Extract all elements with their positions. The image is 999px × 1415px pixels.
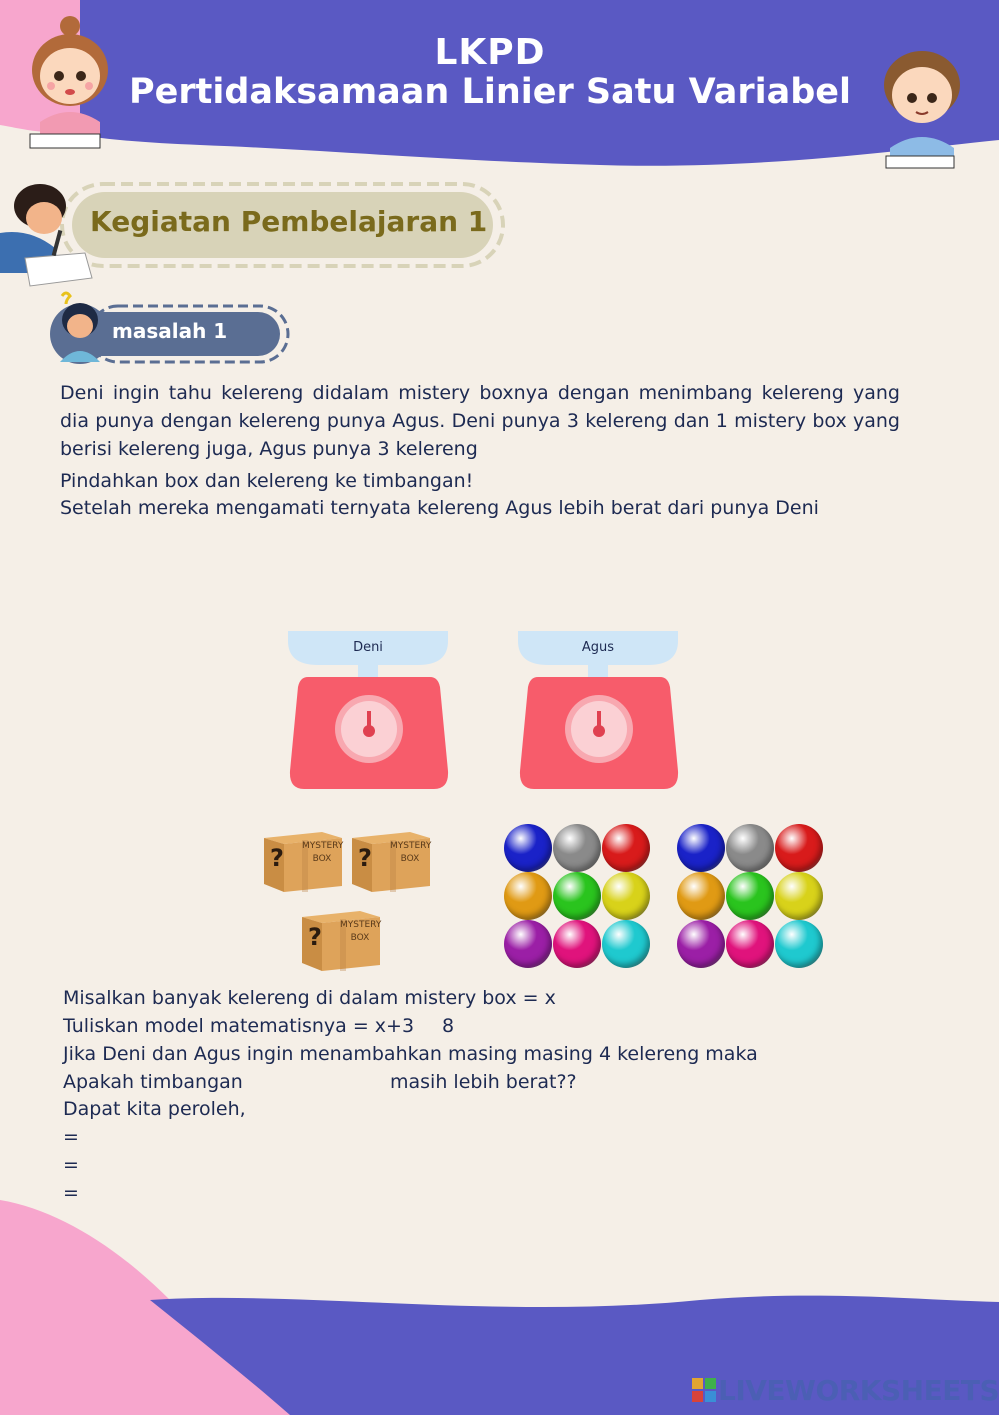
scale-deni-label: Deni (353, 640, 383, 655)
marble[interactable] (602, 872, 650, 920)
scale-agus-label: Agus (581, 640, 615, 655)
question-line-2: Tuliskan model matematisnya = x+3 (63, 1015, 415, 1037)
marble[interactable] (504, 920, 552, 968)
mystery-box[interactable] (350, 826, 432, 894)
marble[interactable] (553, 920, 601, 968)
marble[interactable] (775, 920, 823, 968)
mystery-box-line1: MYSTERY (340, 920, 382, 930)
marble[interactable] (775, 872, 823, 920)
writing-student-illustration (0, 178, 95, 290)
marble[interactable] (677, 872, 725, 920)
scale-deni[interactable] (288, 631, 450, 793)
problem-observation: Setelah mereka mengamati ternyata kelereng Agus lebih berat dari punya Deni (60, 497, 819, 519)
answer-value-8: 8 (442, 1015, 455, 1037)
marble[interactable] (775, 824, 823, 872)
mystery-box[interactable] (262, 826, 344, 894)
mystery-box-line1: MYSTERY (390, 841, 432, 851)
page-title: LKPD (434, 32, 546, 73)
equation-line-1: = (63, 1126, 79, 1148)
question-line-4b: masih lebih berat?? (390, 1071, 577, 1093)
marble[interactable] (726, 872, 774, 920)
mystery-box-line2: BOX (312, 854, 332, 864)
problem-label: masalah 1 (112, 319, 228, 343)
marble[interactable] (726, 920, 774, 968)
thinking-boy-icon (52, 290, 108, 364)
mystery-box-line2: BOX (400, 854, 420, 864)
answer-blank-scale[interactable] (255, 1068, 383, 1094)
question-line-5: Dapat kita peroleh, (63, 1098, 246, 1120)
mystery-box[interactable] (300, 905, 382, 973)
mystery-box-mark: ? (270, 844, 284, 872)
marble[interactable] (602, 824, 650, 872)
liveworksheets-brand: LIVEWORKSHEETS (718, 1374, 999, 1407)
page-subtitle: Pertidaksamaan Linier Satu Variabel (128, 72, 852, 112)
marble[interactable] (677, 920, 725, 968)
question-line-1: Misalkan banyak kelereng di dalam mistery box = x (63, 987, 556, 1009)
mystery-box-mark: ? (358, 844, 372, 872)
problem-instruction: Pindahkan box dan kelereng ke timbangan! (60, 470, 474, 492)
mystery-box-mark: ? (308, 923, 322, 951)
marble[interactable] (553, 824, 601, 872)
mystery-box-line1: MYSTERY (302, 841, 344, 851)
marble[interactable] (504, 872, 552, 920)
marble[interactable] (553, 872, 601, 920)
problem-paragraph: Deni ingin tahu kelereng didalam mistery boxnya dengan menimbang kelereng yang dia punya dengan kelereng punya Agus. Deni punya 3 kelereng dan 1 mistery box yang berisi kelereng juga, Agus punya 3 kelereng (60, 382, 900, 460)
activity-title: Kegiatan Pembelajaran 1 (90, 205, 488, 238)
marble[interactable] (677, 824, 725, 872)
question-line-3: Jika Deni dan Agus ingin menambahkan masing masing 4 kelereng maka (63, 1043, 758, 1065)
equation-line-3: = (63, 1182, 79, 1204)
equation-line-2: = (63, 1154, 79, 1176)
marble[interactable] (504, 824, 552, 872)
marble[interactable] (602, 920, 650, 968)
question-line-4a: Apakah timbangan (63, 1071, 243, 1093)
scale-agus[interactable] (518, 631, 680, 793)
marble[interactable] (726, 824, 774, 872)
mystery-box-line2: BOX (350, 933, 370, 943)
scale-deni-icon (288, 631, 450, 793)
scale-agus-icon (518, 631, 680, 793)
liveworksheets-logo-icon (692, 1378, 716, 1402)
